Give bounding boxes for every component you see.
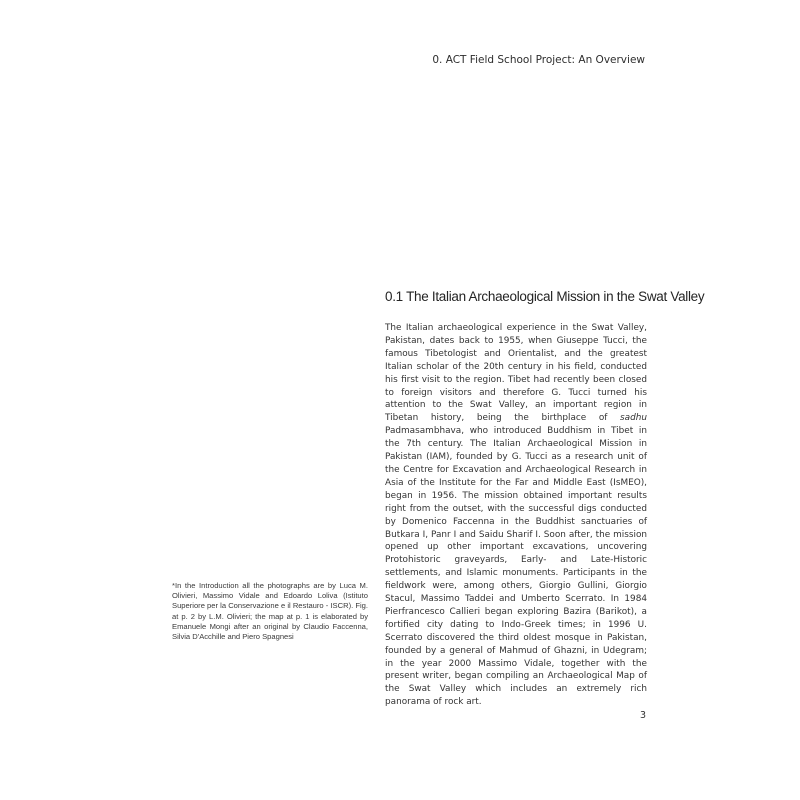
section-title: 0.1 The Italian Archaeological Mission in the Swat Valley: [385, 289, 705, 304]
body-paragraph-part2: Padmasambhava, who introduced Buddhism in Tibet in the 7th century. The Italian Archaeological Mission in Pakistan (IAM), founded by G. Tucci as a research unit of the Centre for Excavation and Archaeological Research in Asia of the Institute for the Far and Middle East (IsMEO), began in 1956. The mission obtained important results right from the outset, with the successful digs conducted by Domenico Faccenna in the Buddhist sanctuaries of Butkara I, Panr I and Saidu Sharif I. Soon after, the mission opened up other important excavations, uncovering Protohistoric graveyards, Early- and Late-Historic settlements, and Islamic monuments. Participants in the fieldwork were, among others, Giorgio Gullini, Giorgio Stacul, Massimo Taddei and Umberto Scerrato. In 1984 Pierfrancesco Callieri began exploring Bazira (Barikot), a fortified city dating to Indo-Greek times; in 1996 U. Scerrato discovered the third oldest mosque in Pakistan, founded by a general of Mahmud of Ghazni, in Udegram; in the year 2000 Massimo Vidale, together with the present writer, began compiling an Archaeological Map of the Swat Valley which includes an extremely rich panorama of rock art.: [385, 426, 647, 708]
body-paragraph: [385, 322, 647, 709]
body-paragraph-italic: sadhu: [620, 413, 647, 424]
page-number: 3: [640, 710, 647, 721]
running-header: 0. ACT Field School Project: An Overview: [432, 54, 645, 66]
photo-credits-footnote: *In the Introduction all the photographs are by Luca M. Olivieri, Massimo Vidale and Edoardo Loliva (Istituto Superiore per la Conservazione e il Restauro - ISCR). Fig. at p. 2 by L.M. Olivieri; the map at p. 1 is elaborated by Emanuele Mongi after an original by Claudio Faccenna, Silvia D'Acchille and Piero Spagnesi: [172, 581, 368, 642]
body-text: [385, 322, 647, 709]
body-paragraph-part1: The Italian archaeological experience in the Swat Valley, Pakistan, dates back to 1955, when Giuseppe Tucci, the famous Tibetologist and Orientalist, and the greatest Italian scholar of the 20th century in his field, conducted his first visit to the region. Tibet had recently been closed to foreign visitors and therefore G. Tucci turned his attention to the Swat Valley, an important region in Tibetan history, being the birthplace of: [385, 323, 647, 424]
